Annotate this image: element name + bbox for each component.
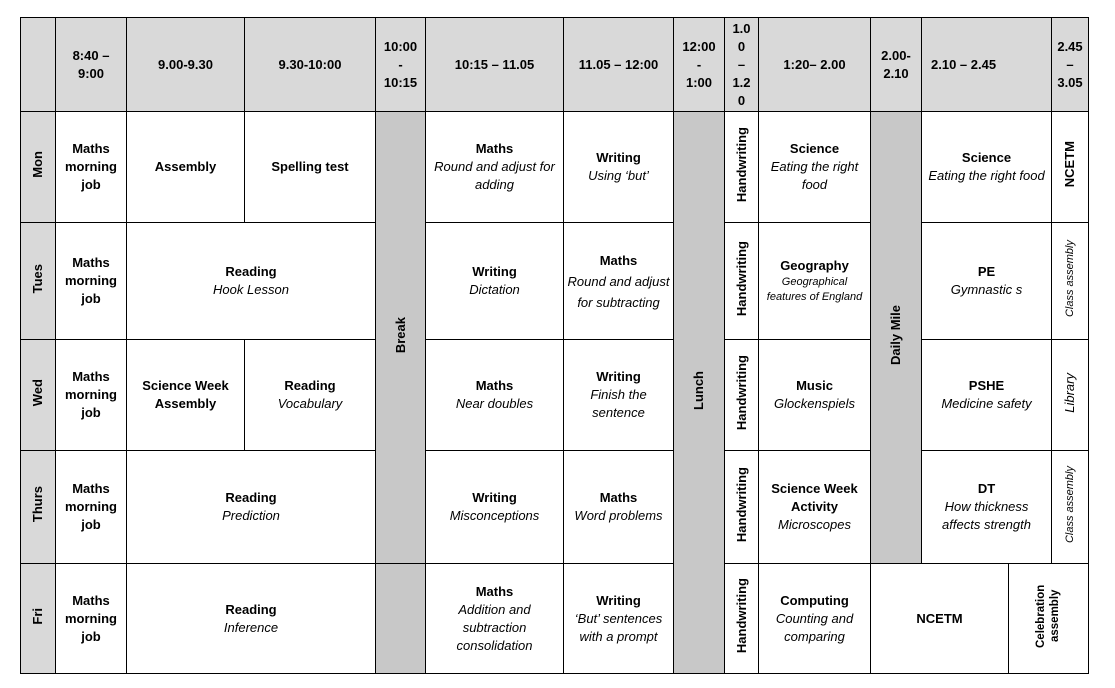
lesson-cell: Science Week Activity Microscopes (759, 451, 871, 564)
day-row-mon (21, 112, 1089, 223)
ncetm-cell: NCETM (1052, 112, 1089, 223)
time-header: 10:00 - 10:15 (376, 18, 426, 112)
lesson-cell: Computing Counting and comparing (759, 564, 871, 674)
lesson-cell: Spelling test (245, 112, 376, 223)
handwriting-cell: Handwriting (725, 451, 759, 564)
day-label: Tues (21, 223, 56, 340)
lesson-cell: Maths Round and adjust for subtracting (564, 223, 674, 340)
morning-job-cell: Maths morning job (56, 564, 127, 674)
morning-job-cell: Maths morning job (56, 340, 127, 451)
break-cell-fri (376, 564, 426, 674)
break-cell: Break (376, 112, 426, 564)
time-header: 2.45 – 3.05 (1052, 18, 1089, 112)
lunch-cell: Lunch (674, 112, 725, 674)
day-row-thurs (21, 451, 1089, 564)
morning-job-cell: Maths morning job (56, 451, 127, 564)
handwriting-cell: Handwriting (725, 340, 759, 451)
lesson-cell: Science Week Assembly (127, 340, 245, 451)
day-row-wed (21, 340, 1089, 451)
lesson-cell: Maths Word problems (564, 451, 674, 564)
class-assembly-cell: Class assembly (1052, 223, 1089, 340)
time-header: 9.30-10:00 (245, 18, 376, 112)
weekly-timetable (20, 17, 1089, 674)
lesson-cell: PSHE Medicine safety (922, 340, 1052, 451)
morning-job-cell: Maths morning job (56, 223, 127, 340)
lesson-cell: PE Gymnastic s (922, 223, 1052, 340)
handwriting-cell: Handwriting (725, 112, 759, 223)
lesson-cell: Geography Geographical features of England (759, 223, 871, 340)
day-label: Thurs (21, 451, 56, 564)
class-assembly-cell: Class assembly (1052, 451, 1089, 564)
day-label: Wed (21, 340, 56, 451)
time-header: 1.0 0 – 1.2 0 (725, 18, 759, 112)
celebration-assembly-cell: Celebration assembly (1009, 564, 1089, 674)
day-row-tues (21, 223, 1089, 340)
time-header: 2.00- 2.10 (871, 18, 922, 112)
lesson-cell: Writing Finish the sentence (564, 340, 674, 451)
lesson-cell: Reading Hook Lesson (127, 223, 376, 340)
lesson-cell: Maths Round and adjust for adding (426, 112, 564, 223)
day-label: Mon (21, 112, 56, 223)
lesson-cell: Reading Vocabulary (245, 340, 376, 451)
lesson-cell: Writing Dictation (426, 223, 564, 340)
lesson-cell: Reading Inference (127, 564, 376, 674)
time-header-row (21, 18, 1089, 112)
day-row-fri (21, 564, 1089, 674)
lesson-cell: NCETM (871, 564, 1009, 674)
library-cell: Library (1052, 340, 1089, 451)
lesson-cell: Writing Using ‘but’ (564, 112, 674, 223)
timetable-wrapper (20, 17, 1089, 674)
time-header: 10:15 – 11.05 (426, 18, 564, 112)
day-label: Fri (21, 564, 56, 674)
lesson-cell: DT How thickness affects strength (922, 451, 1052, 564)
time-header: 12:00 - 1:00 (674, 18, 725, 112)
lesson-cell: Maths Addition and subtraction consolidation (426, 564, 564, 674)
daily-mile-cell: Daily Mile (871, 112, 922, 564)
time-header: 11.05 – 12:00 (564, 18, 674, 112)
time-header: 8:40 – 9:00 (56, 18, 127, 112)
lesson-cell: Reading Prediction (127, 451, 376, 564)
time-header: 1:20– 2.00 (759, 18, 871, 112)
morning-job-cell: Maths morning job (56, 112, 127, 223)
time-header: 9.00-9.30 (127, 18, 245, 112)
handwriting-cell: Handwriting (725, 223, 759, 340)
corner-cell (21, 18, 56, 112)
lesson-cell: Writing ‘But’ sentences with a prompt (564, 564, 674, 674)
lesson-cell: Science Eating the right food (759, 112, 871, 223)
lesson-cell: Assembly (127, 112, 245, 223)
lesson-cell: Music Glockenspiels (759, 340, 871, 451)
handwriting-cell: Handwriting (725, 564, 759, 674)
lesson-cell: Writing Misconceptions (426, 451, 564, 564)
lesson-cell: Science Eating the right food (922, 112, 1052, 223)
lesson-cell: Maths Near doubles (426, 340, 564, 451)
time-header: 2.10 – 2.45 (922, 18, 1052, 112)
